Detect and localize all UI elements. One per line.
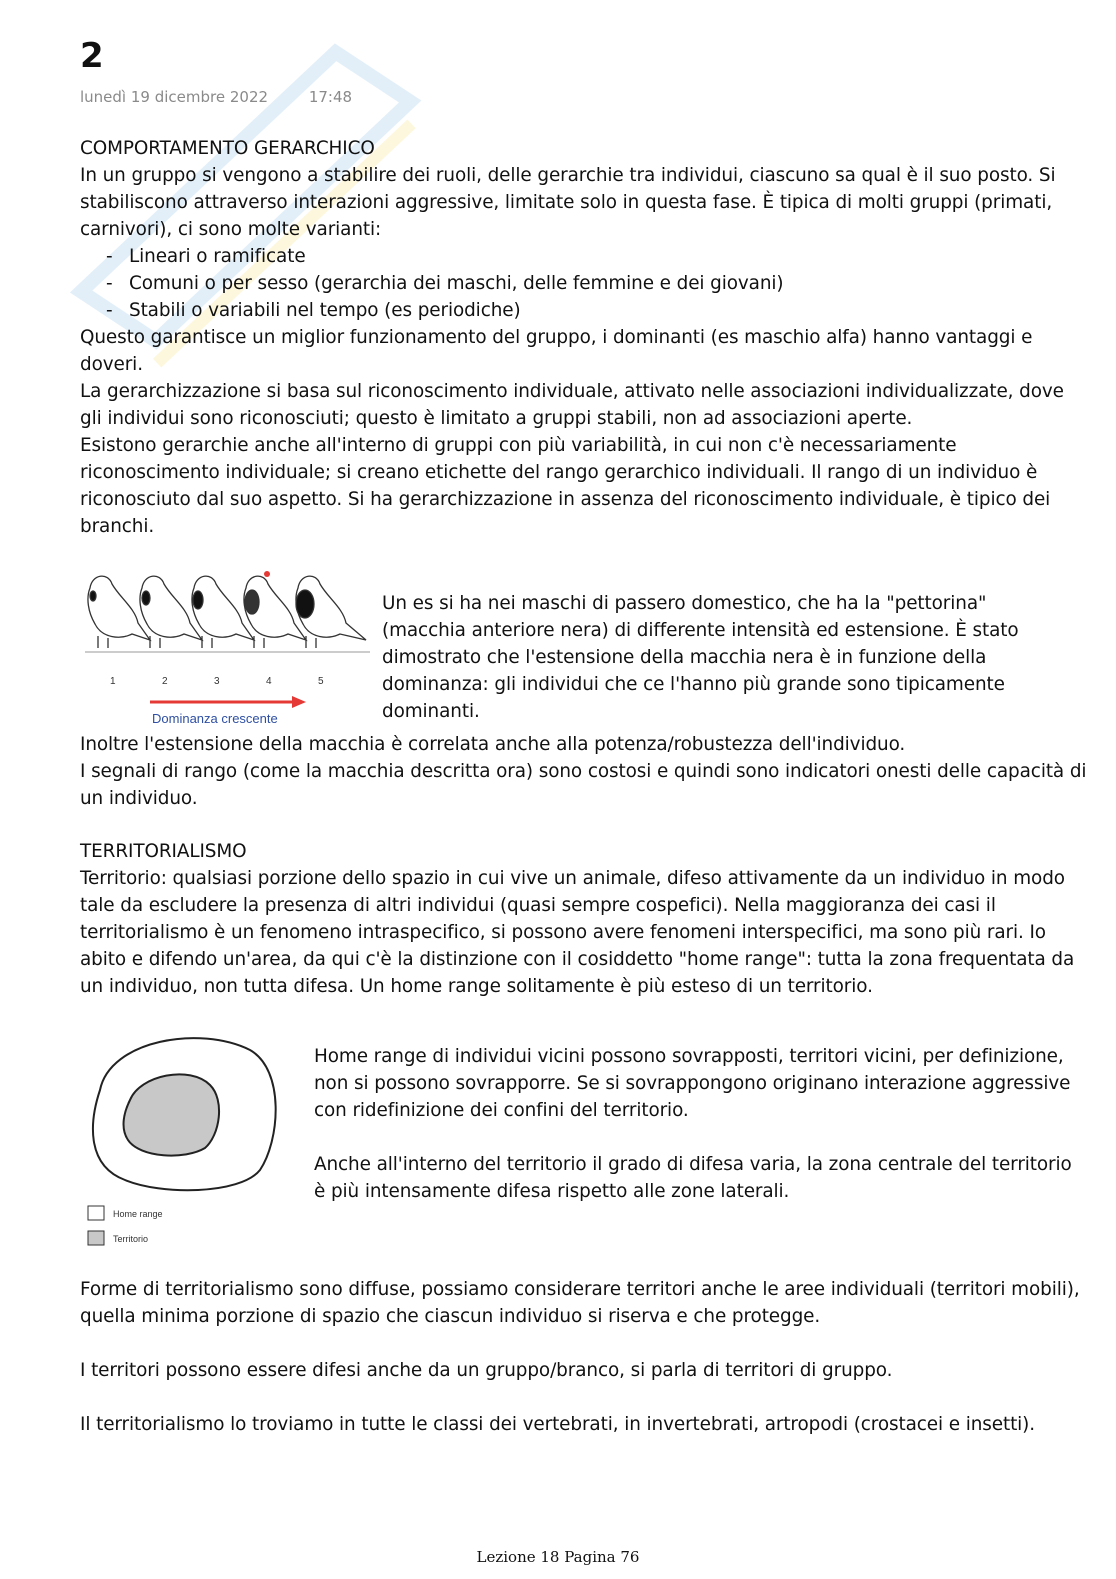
section-territory-end	[80, 1276, 1090, 1438]
marker-dot	[264, 571, 270, 577]
paragraph: Home range di individui vicini possono sovrapposti, territori vicini, per definizione, non si possono sovrapporre. Se si sovrappongono originano interazione aggressive con ridefinizione dei confini del territorio.	[314, 1046, 1071, 1121]
list-item: - Stabili o variabili nel tempo (es periodiche)	[80, 297, 1090, 324]
legend-territory: Territorio	[113, 1234, 149, 1244]
paragraph: I territori possono essere difesi anche da un gruppo/branco, si parla di territori di gruppo.	[80, 1360, 893, 1381]
paragraph: In un gruppo si vengono a stabilire dei ruoli, delle gerarchie tra individui, ciascuno sa qual è il suo posto. Si stabiliscono attraverso interazioni aggressive, limitate solo in questa fase. È tipica di molti gruppi (primati, carnivori), ci sono molte varianti:	[80, 165, 1056, 240]
legend-home-range: Home range	[113, 1209, 163, 1219]
legend-swatch-home	[88, 1206, 104, 1220]
sparrow-dominance-figure	[80, 568, 375, 733]
rank-number: 1	[110, 676, 116, 687]
list-item: - Comuni o per sesso (gerarchia dei maschi, delle femmine e dei giovani)	[80, 270, 1090, 297]
paragraph: Anche all'interno del territorio il grado di difesa varia, la zona centrale del territorio è più intensamente difesa rispetto alle zone laterali.	[314, 1154, 1072, 1202]
page-title: 2	[80, 36, 104, 76]
section-heading: TERRITORIALISMO	[80, 841, 247, 862]
list-item: - Lineari o ramificate	[80, 243, 1090, 270]
section-heading: COMPORTAMENTO GERARCHICO	[80, 138, 375, 159]
legend-swatch-territory	[88, 1231, 104, 1245]
page-date: lunedì 19 dicembre 2022	[80, 88, 269, 106]
sparrow-illustrations	[88, 576, 366, 648]
section-hierarchy-end	[80, 731, 1090, 812]
paragraph: Inoltre l'estensione della macchia è correlata anche alla potenza/robustezza dell'individuo.	[80, 734, 906, 755]
paragraph: Forme di territorialismo sono diffuse, possiamo considerare territori anche le aree individuali (territori mobili), quella minima porzione di spazio che ciascun individuo si riserva e che protegge.	[80, 1279, 1080, 1327]
paragraph: Esistono gerarchie anche all'interno di gruppi con più variabilità, in cui non c'è necessariamente riconoscimento individuale; si creano etichette del rango gerarchico individuali. Il rango di un individuo è riconosciuto dal suo aspetto. Si ha gerarchizzazione in assenza del riconoscimento individuale, è tipico dei branchi.	[80, 435, 1051, 537]
section-hierarchy-intro	[80, 135, 1090, 540]
paragraph: Il territorialismo lo troviamo in tutte le classi dei vertebrati, in invertebrati, artropodi (crostacei e insetti).	[80, 1414, 1036, 1435]
page-time: 17:48	[308, 88, 353, 106]
territory-figure	[80, 1030, 280, 1252]
paragraph: Territorio: qualsiasi porzione dello spazio in cui vive un animale, difeso attivamente da un individuo in modo tale da escludere la presenza di altri individui (quasi sempre cospefici). Nella maggioranza dei casi il territorialismo è un fenomeno intraspecifico, si possono avere fenomeni interspecifici, ma sono più rari. Io abito e difendo un'area, da qui c'è la distinzione con il cosiddetto "home range": tutta la zona frequentata da un individuo, non tutta difesa. Un home range solitamente è più esteso di un territorio.	[80, 868, 1075, 997]
paragraph: La gerarchizzazione si basa sul riconoscimento individuale, attivato nelle associazioni individualizzate, dove gli individui sono riconosciuti; questo è limitato a gruppi stabili, non ad associazioni aperte.	[80, 381, 1064, 429]
page-footer: Lezione 18 Pagina 76	[476, 1548, 640, 1566]
bullet-list	[80, 243, 1090, 324]
rank-number: 2	[162, 676, 168, 687]
paragraph: Un es si ha nei maschi di passero domestico, che ha la "pettorina" (macchia anteriore nera) di differente intensità ed estensione. È stato dimostrato che l'estensione della macchia nera è in funzione della dominanza: gli individui che ce l'hanno più grande sono tipicamente dominanti.	[382, 593, 1019, 722]
rank-number: 3	[214, 676, 220, 687]
paragraph: I segnali di rango (come la macchia descritta ora) sono costosi e quindi sono indicatori onesti delle capacità di un individuo.	[80, 761, 1087, 809]
section-territory-intro	[80, 838, 1090, 1000]
rank-number: 5	[318, 676, 324, 687]
dominance-arrowhead	[292, 696, 306, 708]
territory-side-text	[314, 1043, 1074, 1205]
page-meta	[80, 88, 352, 106]
dominance-caption: Dominanza crescente	[152, 711, 278, 726]
rank-number: 4	[266, 676, 272, 687]
paragraph: Questo garantisce un miglior funzionamento del gruppo, i dominanti (es maschio alfa) hanno vantaggi e doveri.	[80, 327, 1033, 375]
sparrow-side-text	[382, 590, 1062, 725]
